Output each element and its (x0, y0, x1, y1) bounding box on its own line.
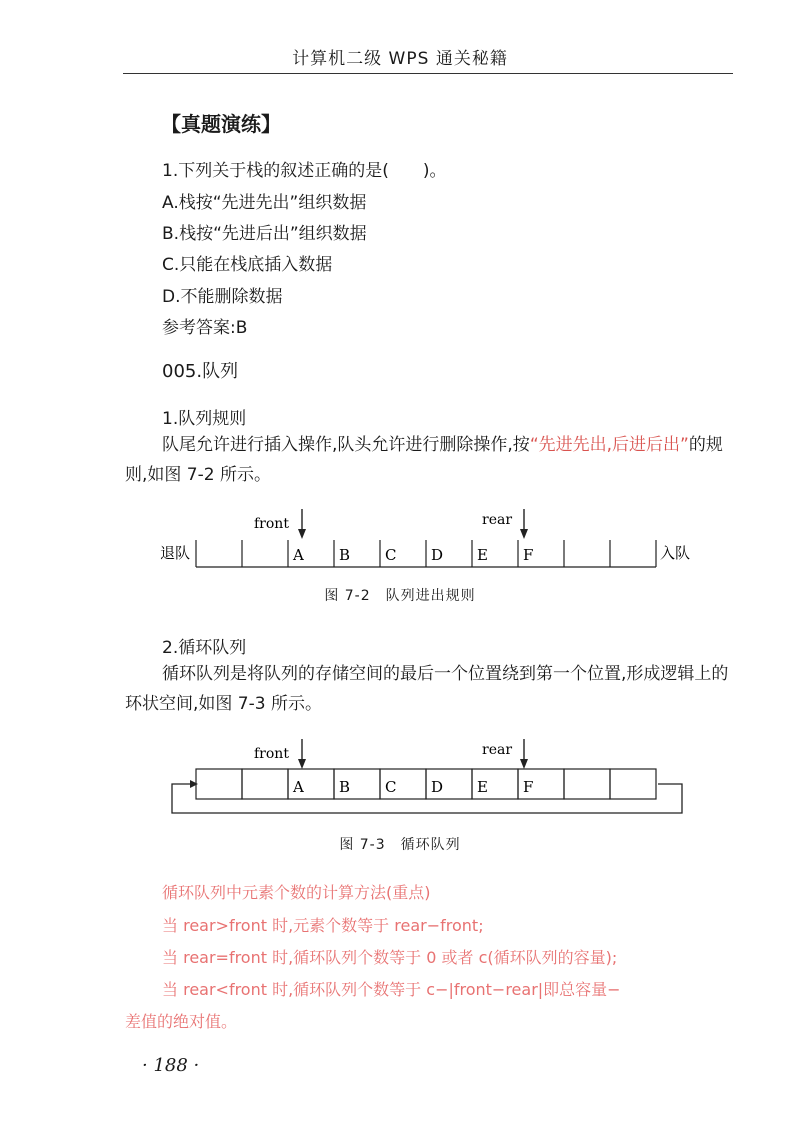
rule-paragraph (125, 430, 735, 490)
enqueue-label: 入队 (660, 544, 691, 562)
queue-cell-label: B (339, 778, 351, 796)
queue-cell-label: A (293, 778, 304, 796)
queue-cell (242, 769, 288, 799)
figure-7-2 (150, 505, 710, 580)
note-line: 差值的绝对值。 (125, 1012, 238, 1031)
queue-cell-label: C (385, 546, 397, 564)
dequeue-label: 退队 (160, 544, 191, 562)
question-text: 1.下列关于栈的叙述正确的是( )。 (162, 161, 447, 181)
queue-cell-label: F (523, 546, 534, 564)
note-heading: 循环队列中元素个数的计算方法(重点) (162, 883, 431, 902)
queue-cell (564, 769, 610, 799)
figure-7-2-caption: 图 7-2 队列进出规则 (324, 588, 476, 604)
queue-cell-label: B (339, 546, 351, 564)
queue-cell-label: D (431, 546, 444, 564)
header-rule (123, 73, 733, 74)
section-heading: 005.队列 (162, 361, 239, 382)
circular-paragraph: 循环队列是将队列的存储空间的最后一个位置绕到第一个位置,形成逻辑上的环状空间,如图 7-3 所示。 (125, 664, 729, 714)
front-label: front (254, 516, 289, 532)
queue-cell-label: D (431, 778, 444, 796)
rule-heading: 1.队列规则 (162, 409, 247, 429)
wraparound-arrowhead (190, 780, 198, 788)
option-b: B.栈按“先进后出”组织数据 (162, 224, 367, 244)
figure-7-3-caption: 图 7-3 循环队列 (339, 837, 461, 853)
rear-arrowhead (520, 529, 528, 539)
circular-heading: 2.循环队列 (162, 638, 247, 658)
queue-cell-label: E (477, 546, 488, 564)
rear-arrowhead (520, 759, 528, 769)
front-arrowhead (298, 529, 306, 539)
front-arrowhead (298, 759, 306, 769)
rule-text-b: 的规则,如图 7-2 所示。 (125, 435, 723, 485)
figure-7-3 (150, 735, 710, 820)
queue-cell-label: F (523, 778, 534, 796)
queue-cell-label: C (385, 778, 397, 796)
rear-label: rear (482, 742, 513, 758)
option-d: D.不能删除数据 (162, 287, 283, 307)
rear-label: rear (482, 512, 513, 528)
queue-cells (196, 540, 656, 567)
rule-text-highlight: “先进先出,后进后出” (529, 435, 689, 455)
rule-text-a: 队尾允许进行插入操作,队头允许进行删除操作,按 (162, 435, 530, 455)
answer-text: 参考答案:B (162, 318, 248, 338)
running-header: 计算机二级 WPS 通关秘籍 (292, 49, 508, 69)
queue-cell-label: A (293, 546, 304, 564)
queue-cell (196, 769, 242, 799)
note-line: 当 rear<front 时,循环队列个数等于 c−|front−rear|即总容量− (162, 980, 621, 999)
page-number: · 188 · (142, 1055, 200, 1076)
queue-cell (610, 769, 656, 799)
option-a: A.栈按“先进先出”组织数据 (162, 193, 367, 213)
note-line: 当 rear=front 时,循环队列个数等于 0 或者 c(循环队列的容量); (162, 948, 618, 967)
circular-queue-cells (196, 769, 656, 799)
queue-cell-label: E (477, 778, 488, 796)
practice-title: 【真题演练】 (161, 112, 281, 136)
note-line: 当 rear>front 时,元素个数等于 rear−front; (162, 916, 484, 935)
option-c: C.只能在栈底插入数据 (162, 255, 333, 275)
front-label: front (254, 746, 289, 762)
